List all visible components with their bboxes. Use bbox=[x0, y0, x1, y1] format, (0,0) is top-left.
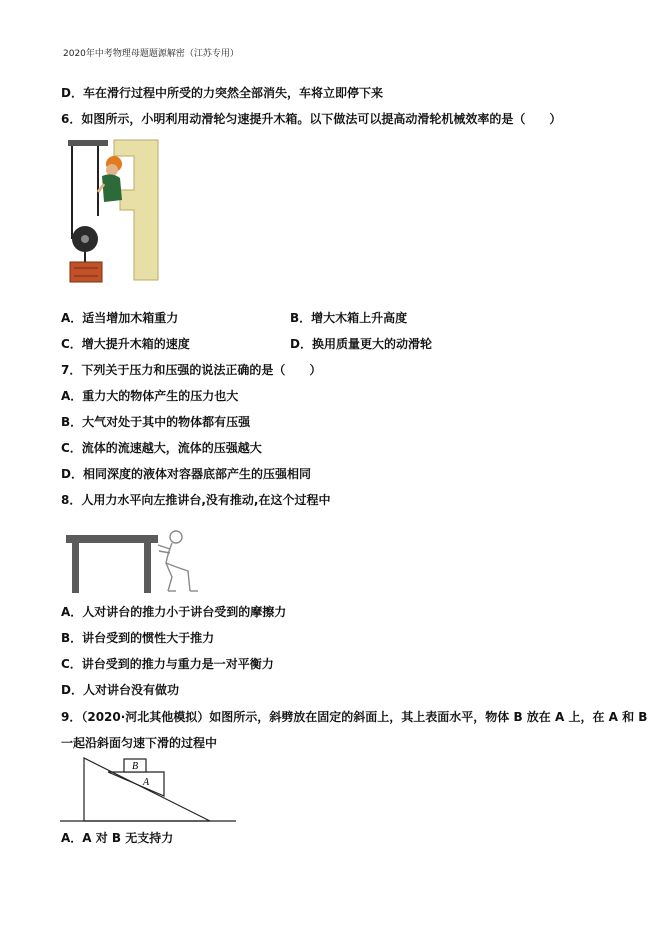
q9-option-a: A．A 对 B 无支持力 bbox=[61, 831, 174, 845]
q7-option-a: A．重力大的物体产生的压力也大 bbox=[61, 389, 239, 403]
wedge-a bbox=[108, 772, 164, 796]
label-a: A bbox=[142, 777, 150, 788]
q8-stem: 8．人用力水平向左推讲台,没有推动,在这个过程中 bbox=[61, 493, 331, 507]
worker-body bbox=[102, 174, 122, 202]
label-b: B bbox=[131, 761, 139, 772]
incline-figure bbox=[60, 756, 240, 826]
q6-option-b: B．增大木箱上升高度 bbox=[290, 311, 408, 325]
q6-option-a: A．适当增加木箱重力 bbox=[61, 311, 179, 325]
pulley-axle bbox=[81, 235, 89, 243]
q9-stem-line1: 9．（2020·河北其他模拟）如图所示，斜劈放在固定的斜面上，其上表面水平，物体 B 放在 A 上，在 A 和 B bbox=[61, 710, 648, 724]
pulley-figure bbox=[64, 136, 164, 284]
page-header: 2020年中考物理母题题源解密（江苏专用） bbox=[63, 49, 239, 59]
q7-option-c: C．流体的流速越大，流体的压强越大 bbox=[61, 441, 262, 455]
fixed-incline bbox=[84, 758, 210, 821]
q6-option-c: C．增大提升木箱的速度 bbox=[61, 337, 190, 351]
desk-leg-right bbox=[144, 543, 151, 593]
q7-stem: 7．下列关于压力和压强的说法正确的是（ ） bbox=[61, 363, 322, 377]
support-beam bbox=[68, 140, 108, 146]
q6-stem: 6．如图所示，小明利用动滑轮匀速提升木箱。以下做法可以提高动滑轮机械效率的是（ ） bbox=[61, 112, 562, 126]
desk-top bbox=[66, 535, 158, 543]
q8-option-c: C．讲台受到的推力与重力是一对平衡力 bbox=[61, 657, 274, 671]
person-figure bbox=[158, 531, 198, 591]
desk-push-figure bbox=[64, 527, 216, 595]
q9-stem-line2: 一起沿斜面匀速下滑的过程中 bbox=[61, 736, 218, 750]
q6-option-d: D．换用质量更大的动滑轮 bbox=[290, 337, 432, 351]
q7-option-d: D．相同深度的液体对容器底部产生的压强相同 bbox=[61, 467, 311, 481]
wooden-crate bbox=[70, 262, 102, 282]
worker-face bbox=[106, 164, 118, 176]
q8-option-b: B．讲台受到的惯性大于推力 bbox=[61, 631, 215, 645]
q8-option-d: D．人对讲台没有做功 bbox=[61, 683, 179, 697]
q7-option-b: B．大气对处于其中的物体都有压强 bbox=[61, 415, 251, 429]
q8-option-a: A．人对讲台的推力小于讲台受到的摩擦力 bbox=[61, 605, 287, 619]
desk-leg-left bbox=[72, 543, 79, 593]
q5-option-d: D．车在滑行过程中所受的力突然全部消失，车将立即停下来 bbox=[61, 86, 383, 100]
